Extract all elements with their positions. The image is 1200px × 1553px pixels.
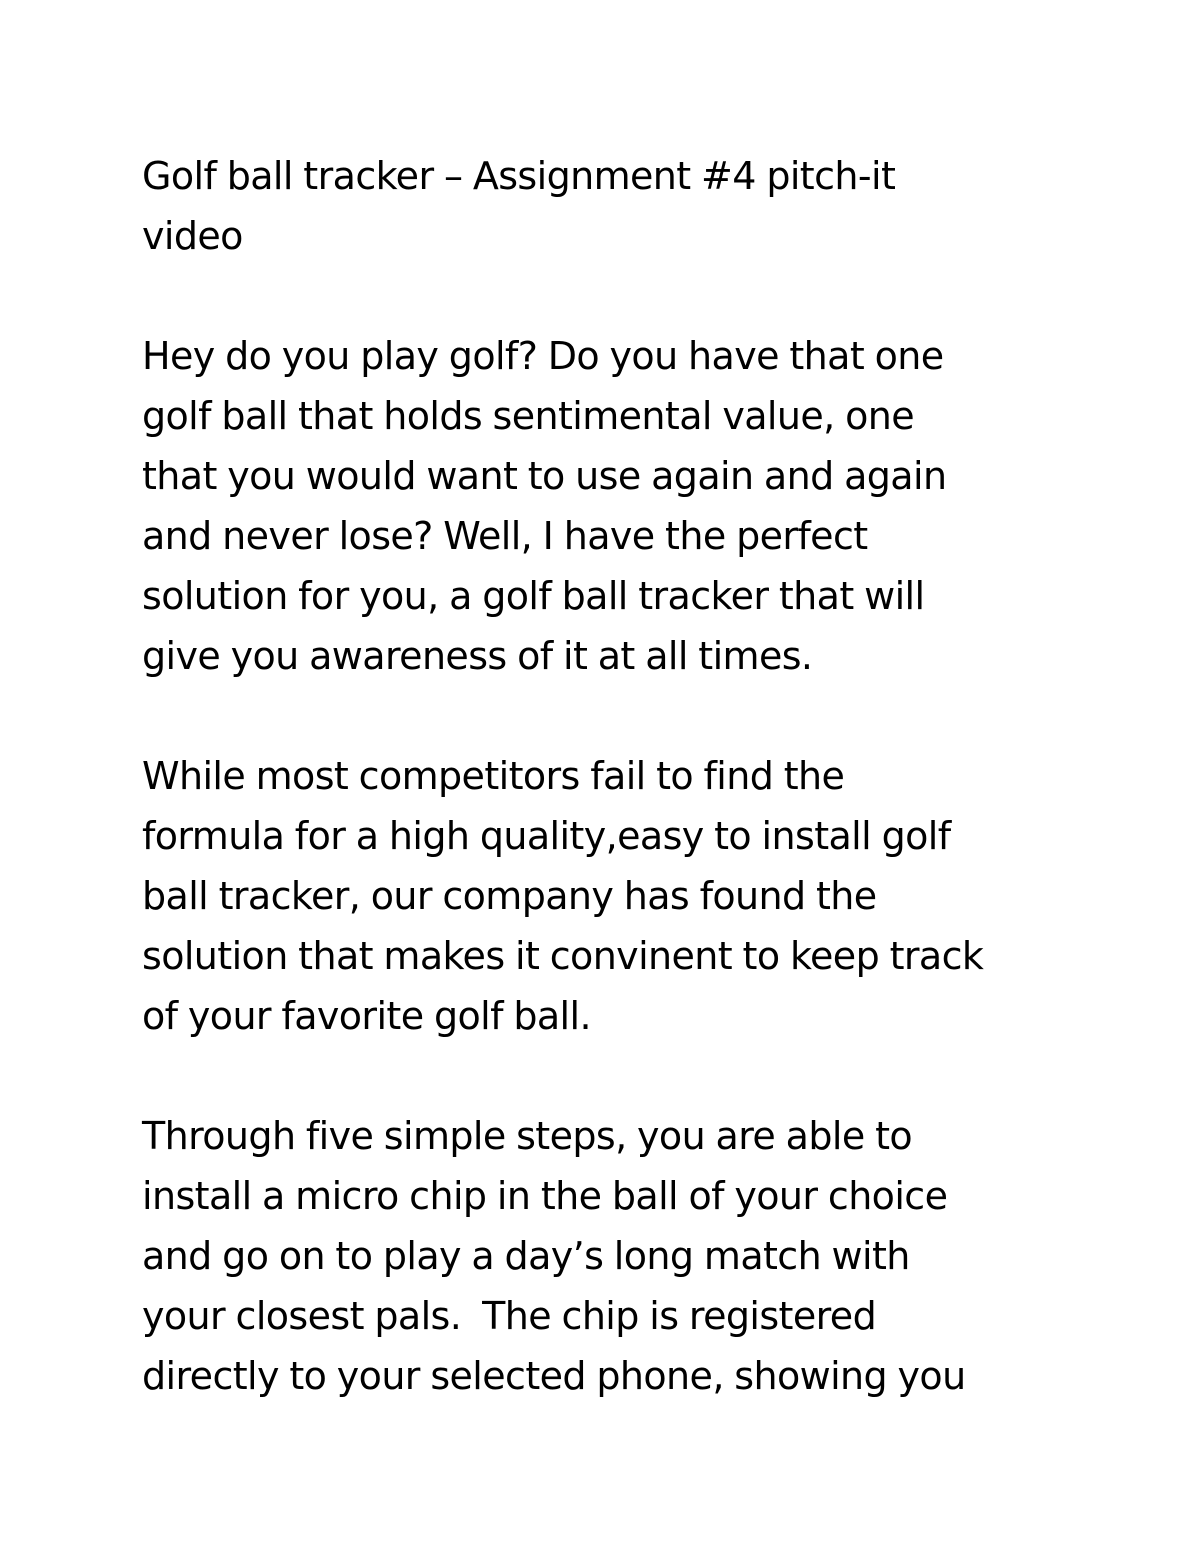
paragraph-3-line-1: Through five simple steps, you are able to	[142, 1114, 913, 1158]
title-line-2: video	[142, 214, 243, 258]
paragraph-1-line-3: that you would want to use again and again	[142, 454, 947, 498]
paragraph-3-line-3: and go on to play a day’s long match with	[142, 1234, 910, 1278]
paragraph-3-line-4: your closest pals. The chip is registered	[142, 1294, 877, 1338]
paragraph-2-line-4: solution that makes it convinent to keep track	[142, 934, 984, 978]
document-body	[142, 146, 1082, 1406]
paragraph-spacer	[142, 686, 1082, 746]
paragraph-3-line-2: install a micro chip in the ball of your choice	[142, 1174, 948, 1218]
paragraph-1-line-1: Hey do you play golf? Do you have that one	[142, 334, 944, 378]
paragraph-2-line-5: of your favorite golf ball.	[142, 994, 591, 1038]
paragraph-3-line-5: directly to your selected phone, showing you	[142, 1354, 966, 1398]
paragraph-spacer	[142, 1046, 1082, 1106]
paragraph-2-line-1: While most competitors fail to find the	[142, 754, 845, 798]
paragraph-1-line-6: give you awareness of it at all times.	[142, 634, 813, 678]
title-line-1: Golf ball tracker – Assignment #4 pitch-it	[142, 154, 896, 198]
paragraph-spacer	[142, 266, 1082, 326]
paragraph-1-line-5: solution for you, a golf ball tracker that will	[142, 574, 925, 618]
paragraph-1-line-4: and never lose? Well, I have the perfect	[142, 514, 868, 558]
paragraph-2-line-2: formula for a high quality,easy to install golf	[142, 814, 951, 858]
paragraph-2-line-3: ball tracker, our company has found the	[142, 874, 877, 918]
paragraph-1-line-2: golf ball that holds sentimental value, one	[142, 394, 915, 438]
